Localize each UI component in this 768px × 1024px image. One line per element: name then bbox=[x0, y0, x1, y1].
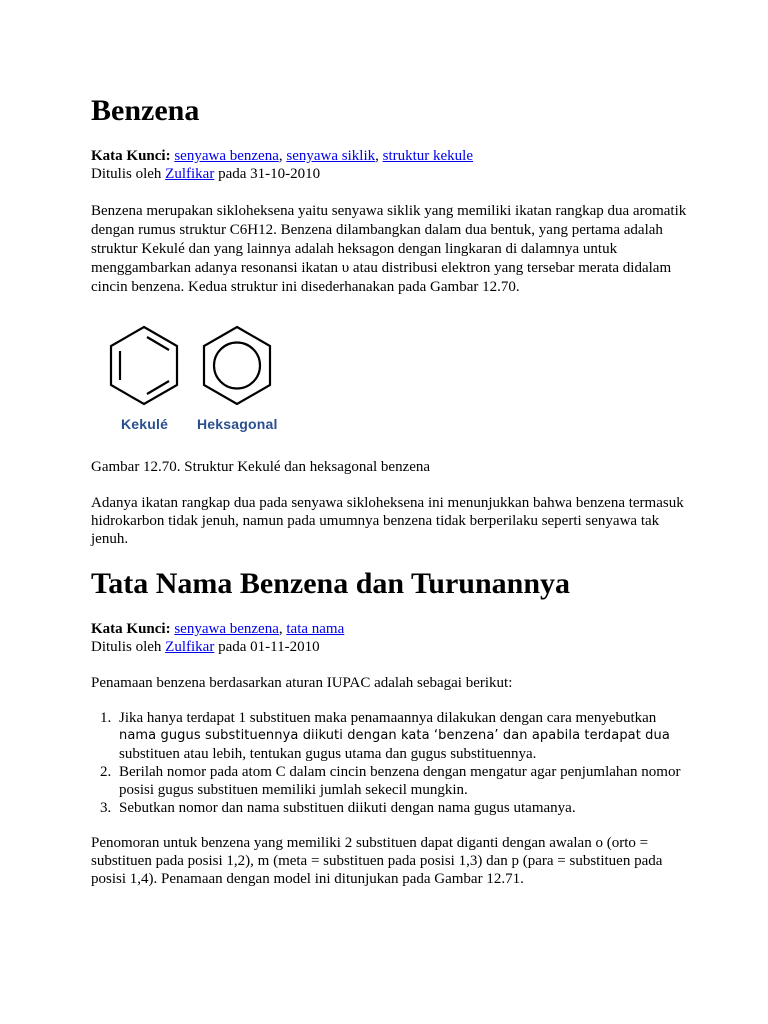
keywords-label: Kata Kunci: bbox=[91, 148, 171, 164]
hexagonal-label: Heksagonal bbox=[197, 416, 278, 432]
date-prefix: pada bbox=[218, 166, 247, 182]
section1-meta bbox=[91, 147, 691, 183]
benzene-structures-figure bbox=[105, 321, 305, 437]
keyword-link[interactable]: senyawa siklik bbox=[286, 148, 376, 164]
section1-paragraph1: Benzena merupakan sikloheksena yaitu senyawa siklik yang memiliki ikatan rangkap dua aromatik dengan rumus struktur C6H12. Benzena dilambangkan dalam dua bentuk, yang pertama adalah struktur Kekulé dan yang lainnya adalah heksagon dengan lingkaran di dalamnya untuk menggambarkan adanya resonansi ikatan υ atau distribusi elektron yang tersebar merata didalam cincin benzena. Kedua struktur ini disederhanakan pada Gambar 12.70. bbox=[91, 203, 687, 295]
post-date: 31-10-2010 bbox=[250, 166, 321, 182]
author-line bbox=[91, 165, 691, 183]
kekule-label: Kekulé bbox=[121, 416, 169, 432]
list-item-line: substituen atau lebih, tentukan gugus utama dan gugus substituennya. bbox=[119, 746, 537, 762]
date-prefix: pada bbox=[218, 639, 247, 655]
section2-intro: Penamaan benzena berdasarkan aturan IUPAC adalah sebagai berikut: bbox=[91, 675, 513, 691]
section1-paragraph2: Adanya ikatan rangkap dua pada senyawa sikloheksena ini menunjukkan bahwa benzena termasuk hidrokarbon tidak jenuh, namun pada umumnya benzena tidak berperilaku seperti senyawa tak jenuh. bbox=[91, 495, 684, 547]
list-item bbox=[115, 709, 715, 763]
section-title-benzena: Benzena bbox=[91, 94, 200, 127]
list-item: 2. Berilah nomor pada atom C dalam cincin benzena dengan mengatur agar penjumlahan nomor posisi gugus substituen memiliki jumlah sekecil mungkin. bbox=[115, 763, 715, 799]
benzene-structures-drawing bbox=[105, 321, 305, 411]
keywords-label: Kata Kunci: bbox=[91, 621, 171, 637]
author-link[interactable]: Zulfikar bbox=[165, 639, 215, 655]
section2-paragraph: Penomoran untuk benzena yang memiliki 2 substituen dapat diganti dengan awalan o (orto = substituen pada posisi 1,2), m (meta = substituen pada posisi 1,3) dan p (para = substituen pada posisi 1,4). Penamaan dengan model ini ditunjukan pada Gambar 12.71. bbox=[91, 835, 663, 887]
author-prefix: Ditulis oleh bbox=[91, 166, 162, 182]
list-item-line: 1. Jika hanya terdapat 1 substituen maka penamaannya dilakukan dengan cara menyebutkan bbox=[119, 710, 657, 726]
figure-caption: Gambar 12.70. Struktur Kekulé dan heksagonal benzena bbox=[91, 459, 431, 475]
list-item: 3. Sebutkan nomor dan nama substituen diikuti dengan nama gugus utamanya. bbox=[115, 799, 715, 817]
author-line bbox=[91, 638, 691, 656]
list-item-line: nama gugus substituennya diikuti dengan kata ‘benzena’ dan apabila terdapat dua bbox=[119, 728, 670, 743]
iupac-rules-list bbox=[91, 709, 715, 817]
keywords-line: Kata Kunci: senyawa benzena, tata nama bbox=[91, 621, 345, 637]
author-prefix: Ditulis oleh bbox=[91, 639, 162, 655]
keyword-link[interactable]: tata nama bbox=[286, 621, 345, 637]
keyword-link[interactable]: struktur kekule bbox=[382, 148, 474, 164]
section-title-tata-nama: Tata Nama Benzena dan Turunannya bbox=[91, 567, 571, 600]
keyword-link[interactable]: senyawa benzena bbox=[174, 621, 279, 637]
hexagonal-structure bbox=[204, 327, 270, 404]
section2-meta bbox=[91, 620, 691, 656]
kekule-structure bbox=[111, 327, 177, 404]
author-link[interactable]: Zulfikar bbox=[165, 166, 215, 182]
keyword-link[interactable]: senyawa benzena bbox=[174, 148, 279, 164]
post-date: 01-11-2010 bbox=[250, 639, 320, 655]
keywords-line: Kata Kunci: senyawa benzena, senyawa siklik, struktur kekule bbox=[91, 148, 474, 164]
